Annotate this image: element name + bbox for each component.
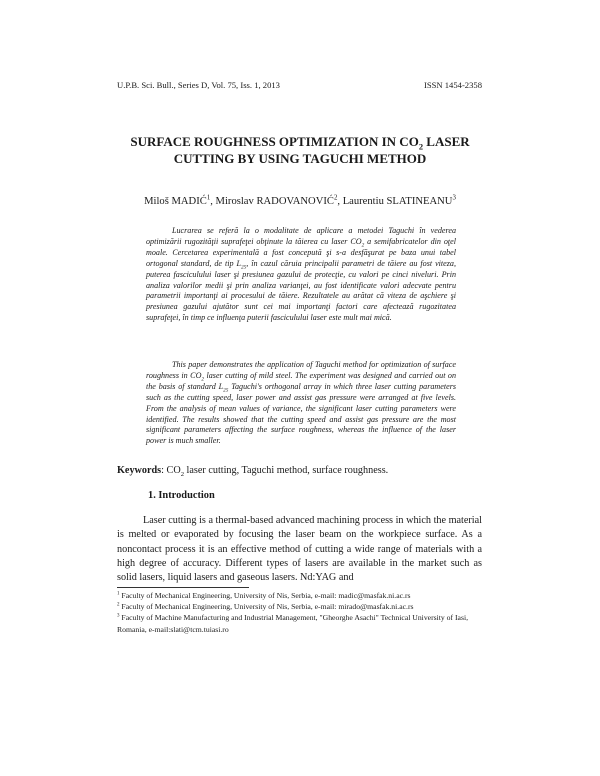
title-text: LASER [423,134,470,149]
abstract-text: Lucrarea se referă la o modalitate de aplicare a metodei Taguchi în vederea optimizării rugozităţii suprafeţei obţinute la tăierea cu laser CO [146,226,456,246]
author-3: Laurentiu SLATINEANU [342,196,453,207]
section-heading-introduction: 1. Introduction [148,490,215,501]
abstract-subscript: 25 [223,387,229,394]
keywords-text: : CO [161,465,181,476]
keywords-text: laser cutting, Taguchi method, surface roughness. [184,465,389,476]
author-list [100,196,500,207]
title-line-2: CUTTING BY USING TAGUCHI METHOD [173,151,427,166]
abstract-text: a semifabricatelor din oţel moale. Cercetarea experimentală a fost concepută şi s-a desfăşurat pe baza unui tabel ortogonal standard, de tip L [146,236,456,268]
abstract-english [146,360,456,447]
author-2: Miroslav RADOVANOVIĆ [215,196,334,207]
running-header [117,80,482,90]
issn: ISSN 1454-2358 [423,80,482,90]
keywords-subscript: 2 [180,471,184,479]
title-subscript: 2 [418,141,424,152]
author-1: Miloš MADIĆ [144,196,207,207]
keywords-label: Keywords [117,465,162,476]
footnotes [117,590,482,635]
abstract-text: This paper demonstrates the application of Taguchi method for optimization of surface roughness in CO [146,360,456,380]
footnote-text: Faculty of Machine Manufacturing and Industrial Management, "Gheorghe Asachi" Technical University of Iasi, Romania, e-mail:slati@tcm.tuiasi.ro [117,613,469,634]
abstract-subscript: 2 [201,376,205,383]
author-separator: , [210,196,216,207]
journal-citation: U.P.B. Sci. Bull., Series D, Vol. 75, Iss. 1, 2013 [117,80,280,90]
footnote-1 [117,590,482,601]
keywords [117,465,482,479]
author-2-affiliation: 2 [333,194,338,202]
footnote-2 [117,601,482,612]
footnote-marker: 2 [117,602,120,608]
abstract-romanian [146,226,456,324]
abstract-subscript: 25 [241,264,247,271]
paper-title [100,133,500,167]
footnote-3 [117,612,482,634]
author-1-affiliation: 1 [206,194,211,202]
author-separator: , [337,196,343,207]
abstract-subscript: 2 [361,242,365,249]
author-3-affiliation: 3 [452,194,456,202]
footnote-separator [117,587,249,588]
abstract-text: Taguchi's orthogonal array in which three laser cutting parameters such as the cutting speed, laser power and assist gas pressure were arranged at five levels. From the analysis of mean values of variance, the significant laser cutting parameters were identified. The results showed that the cutting speed and assist gas pressure are the most significant parameters affecting the surface roughness, whereas the influence of the laser power is much smaller. [146,381,456,446]
footnote-text: Faculty of Mechanical Engineering, University of Nis, Serbia, e-mail: mirado@masfak.ni.ac.rs [119,602,414,612]
title-text: SURFACE ROUGHNESS OPTIMIZATION IN CO [130,134,419,149]
footnote-text: Faculty of Mechanical Engineering, University of Nis, Serbia, e-mail: madic@masfak.ni.ac.rs [119,591,411,600]
abstract-text: , în cazul căruia principalii parametri de tăiere au fost viteza, puterea fasciculului laser şi presiunea gazului de protecţie, cu valori pe cinci niveluri. Prin analiza valorilor medii şi prin analiza varianţei, au fost identificate valori adecvate pentru parametrii importanţi ai procesului de tăiere. Rezultatele au arătat că viteza de aşchiere şi presiunea gazului ajutător sunt cei mai importanţi factori care afectează rugozitatea suprafeţei, în timp ce influenţa puterii fasciculului laser este mult mai mică. [146,258,456,323]
abstract-text: laser cutting of mild steel. The experiment was designed and carried out on the basis of standard L [146,370,456,391]
footnote-marker: 1 [117,591,120,597]
footnote-marker: 3 [117,613,120,619]
paragraph-text: Laser cutting is a thermal-based advanced machining process in which the material is melted or evaporated by focusing the laser beam on the workpiece surface. As a noncontact process it is an effective method of cutting a wide range of materials with a high degree of accuracy. Different types of lasers are available in the market such as solid lasers, liquid lasers and gaseous lasers. Nd:YAG and [117,515,482,584]
introduction-paragraph [117,514,482,585]
title-line-1 [100,133,500,150]
